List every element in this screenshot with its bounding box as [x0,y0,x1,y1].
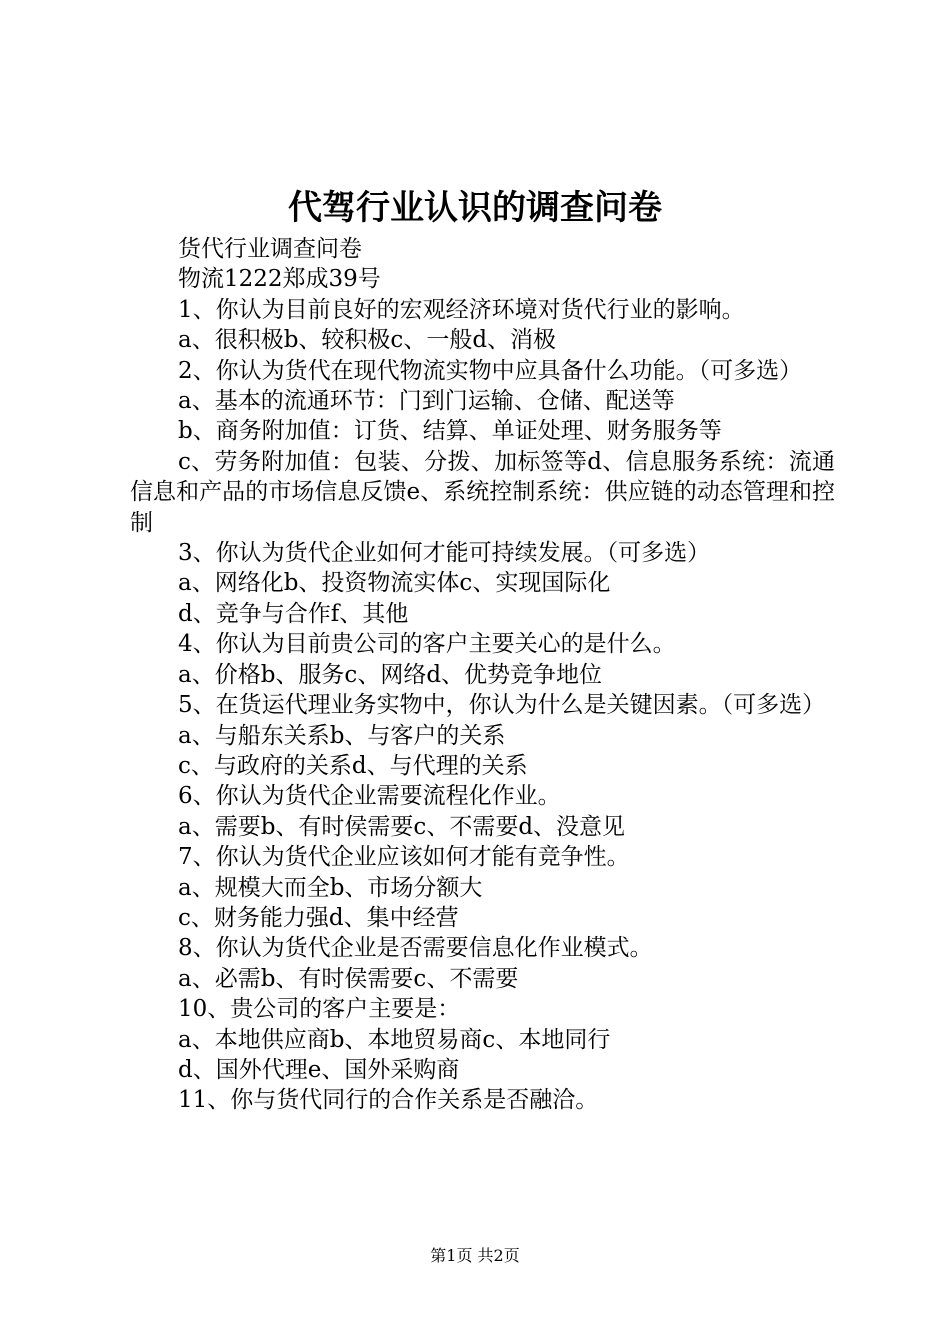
paragraph: a、规模大而全b、市场分额大 [178,874,483,901]
paragraph: 货代行业调查问卷 [178,236,362,262]
paragraph: c、劳务附加值：包装、分拨、加标签等d、信息服务系统：流通信息和产品的市场信息反馈e、系统控制系统：供应链的动态管理和控制 [130,448,835,536]
paragraph: c、与政府的关系d、与代理的关系 [178,752,528,779]
page-footer: 第1页 共2页 [430,1246,520,1265]
paragraph: 1、你认为目前良好的宏观经济环境对货代行业的影响。 [178,296,745,323]
paragraph: 10、贵公司的客户主要是： [178,996,461,1023]
paragraph: 5、在货运代理业务实物中，你认为什么是关键因素。（可多选） [178,692,826,719]
paragraph: a、必需b、有时侯需要c、不需要 [178,965,519,992]
page-title: 代驾行业认识的调查问卷 [288,188,662,228]
paragraph: 11、你与货代同行的合作关系是否融洽。 [178,1087,599,1114]
paragraph: 2、你认为货代在现代物流实物中应具备什么功能。（可多选） [178,357,803,384]
paragraph: a、基本的流通环节：门到门运输、仓储、配送等 [178,388,675,415]
paragraph: 3、你认为货代企业如何才能可持续发展。（可多选） [178,540,711,567]
paragraph: b、商务附加值：订货、结算、单证处理、财务服务等 [178,418,722,445]
document-body [130,234,835,1116]
paragraph: 8、你认为货代企业是否需要信息化作业模式。 [178,935,653,962]
paragraph: d、竞争与合作f、其他 [178,600,409,627]
paragraph: a、网络化b、投资物流实体c、实现国际化 [178,570,611,597]
paragraph: a、很积极b、较积极c、一般d、消极 [178,327,557,354]
paragraph: a、价格b、服务c、网络d、优势竞争地位 [178,661,603,688]
paragraph: a、需要b、有时侯需要c、不需要d、没意见 [178,813,626,840]
paragraph: a、与船东关系b、与客户的关系 [178,722,506,749]
paragraph: 7、你认为货代企业应该如何才能有竞争性。 [178,844,630,871]
paragraph: c、财务能力强d、集中经营 [178,904,459,931]
paragraph: d、国外代理e、国外采购商 [178,1056,460,1083]
paragraph: a、本地供应商b、本地贸易商c、本地同行 [178,1026,611,1053]
paragraph: 4、你认为目前贵公司的客户主要关心的是什么。 [178,631,676,658]
paragraph: 物流1222郑成39号 [178,266,381,293]
paragraph: 6、你认为货代企业需要流程化作业。 [178,783,561,810]
